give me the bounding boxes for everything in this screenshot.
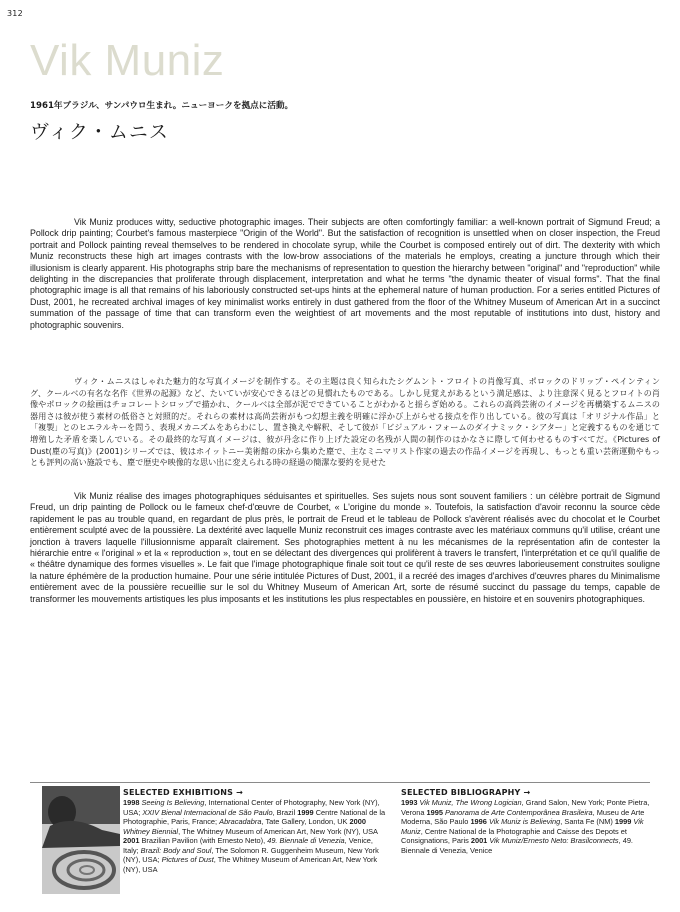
- exhibition-venue: , Brazil: [272, 807, 298, 817]
- bibliography-title: Vik Muniz, The Wrong Logician: [419, 798, 522, 807]
- body-text-french: Vik Muniz réalise des images photographiques séduisantes et spirituelles. Ses sujets nous sont souvent familiers : un célèbre portrait de Sigmund Freud, un drip painting de Pollock ou le fameux chef-d'œuvre de Courbet, « L'origine du monde ». Toutefois, la satisfaction d'avoir reconnu la source cède rapidement le pas au trouble quand, en regardant de plus près, le portrait de Freud et le tableau de Pollock s'avèrent réalisés avec du chocolat et le Courbet entièrement sculpté avec de la poussière. La dextérité avec laquelle Muniz reconstruit ces images contraste avec les matériaux communs qu'il utilise, créant une jonction à travers laquelle l'illusionnisme apparaît clairement. Ses photographies mettent à nu les mécanismes de la représentation afin de contester la hiérarchie entre « l'original » et la « reproduction », tout en se délectant des divergences qui prolifèrent à travers le transfert, l'interprétation et ce qu'il qualifie de « théâtre dynamique des formes visuelles ». Le fait que l'image photographique finale soit tout ce qu'il reste de ses œuvres laborieusement construites souligne la nature éphémère de la production humaine. Pour une série intitulée Pictures of Dust, 2001, il a recréé des images d'archives d'œuvres phares du Minimalisme entièrement avec de la poussière recueillie sur le sol du Whitney Museum of American Art, sorte de résumé succinct du passage du temps, capable de transformer les mouvements artistiques les plus imposants et les institutions les plus respectables en poussière, en histoire et en souvenirs photographiques.: [30, 491, 660, 604]
- exhibition-venue: , Tate Gallery, London, UK: [261, 817, 350, 826]
- exhibition-title: Whitney Biennial: [123, 826, 179, 836]
- bibliography-year: 1996: [470, 817, 489, 826]
- bibliography-title: Panorama de Arte Contemporânea Brasileira: [444, 807, 593, 817]
- exhibitions-title: SELECTED EXHIBITIONS →: [123, 788, 243, 797]
- exhibition-venue: , The Whitney Museum of American Art, New York (NY), USA: [178, 826, 378, 836]
- bibliography-year: 1995: [426, 807, 445, 817]
- bio-japanese: 1961年ブラジル、サンパウロ生まれ。ニューヨークを拠点に活動。: [30, 101, 294, 111]
- exhibition-year: 2000: [349, 817, 366, 826]
- bibliography-venue: , Grand Salon, New York; Ponte Pietra, Verona: [401, 798, 650, 817]
- exhibition-venue: Centre National de la Photographie, Paris, France;: [123, 807, 386, 826]
- exhibition-title: XXIV Bienal Internacional de São Paulo: [142, 807, 273, 817]
- exhibition-year: 1999: [297, 807, 316, 817]
- exhibitions-list: [123, 798, 389, 874]
- bibliography-title: Vik Muniz is Believing: [488, 817, 561, 826]
- exhibition-year: 1998: [123, 798, 142, 807]
- bibliography-venue: , Santa Fe (NM): [560, 817, 615, 826]
- section-divider: [30, 782, 650, 783]
- bibliography-venue: , Museu de Arte Moderna, São Paulo: [401, 807, 645, 826]
- bibliography-year: 2001: [470, 836, 490, 845]
- exhibition-title: Seeing Is Believing: [141, 798, 205, 807]
- bibliography-title: SELECTED BIBLIOGRAPHY →: [401, 788, 531, 797]
- artist-name-heading: Vik Muniz: [30, 36, 225, 85]
- selected-exhibitions: [123, 788, 389, 874]
- bibliography-venue: , Centre National de la Photographie and Caisse des Depots et Consignations, Paris: [401, 826, 627, 845]
- selected-bibliography: [401, 788, 659, 855]
- bibliography-venue: , 49. Biennale di Venezia, Venice: [401, 836, 633, 855]
- bibliography-title: Vik Muniz/Ernesto Neto: Brasilconnects: [489, 836, 619, 845]
- exhibition-title: Pictures of Dust: [161, 855, 214, 864]
- bibliography-title: Vik Muniz: [401, 817, 644, 836]
- exhibition-year: 2001: [123, 836, 142, 845]
- exhibition-venue: , The Solomon R. Guggenheim Museum, New York (NY), USA;: [123, 845, 379, 864]
- bibliography-list: [401, 798, 659, 855]
- body-text-japanese: ヴィク・ムニスはしゃれた魅力的な写真イメージを制作する。その主題は良く知られたシグムント・フロイトの肖像写真、ポロックのドリップ・ペインティング、クールベの有名な名作《世界の起源》など、たいていが安心できるほどの見慣れたものである。しかし見覚えがあるという満足感は、より注意深く見るとフロイトの肖像やポロックの絵画はチョコレートシロップで描かれ、クールベは全部が泥でできていることがわかると揺らぎ始める。これらの高尚芸術のイメージを再構築するムニスの器用さは彼が使う素材の低俗さと対照的だ。それらの素材は高尚芸術がもつ幻想主義を明確に浮かび上がらせる接点を作り出している。彼の写真は「オリジナル作品」と「複製」とのヒエラルキーを問う、表現メカニズムをあらわにし、置き換えや解釈、そして彼が「ビジュアル・フォームのダイナミック・シアター」と定義するものを通じて増殖した矛盾を楽しんでいる。その最終的な写真イメージは、彼が丹念に作り上げた設定の名残が人間の制作のはかなさに際して何わせるものすべてだ。《Pictures of Dust(塵の写真)》(2001)シリーズでは、彼はホイットニー美術館の床から集めた塵で、主なミニマリスト作家の過去の作品イメージを再現し、もっとも重い芸術運動やもっとも評判の高い施設でも、塵で歴史や映像的な思い出に変えられる時の経過の簡潔な要約を見せた: [30, 376, 660, 468]
- page-number: 312: [7, 9, 23, 18]
- exhibition-venue: , International Center of Photography, New York (NY), USA;: [123, 798, 380, 817]
- exhibition-venue: Brazilian Pavilion (with Ernesto Neto),: [141, 836, 268, 845]
- bibliography-year: 1999: [614, 817, 634, 826]
- artist-portrait-photo: [42, 786, 120, 894]
- exhibition-venue: , Venice, Italy;: [123, 836, 373, 855]
- bibliography-year: 1993: [401, 798, 420, 807]
- exhibition-title: Abracadabra: [219, 817, 262, 826]
- exhibition-title: 49. Biennale di Venezia: [267, 836, 345, 845]
- exhibition-title: Brazil: Body and Soul: [140, 845, 212, 855]
- exhibition-venue: , The Whitney Museum of American Art, New York (NY), USA: [123, 855, 378, 874]
- artist-name-japanese: ヴィク・ムニス: [30, 121, 169, 143]
- body-text-english: Vik Muniz produces witty, seductive photographic images. Their subjects are often comfortingly familiar: a well-known portrait of Sigmund Freud; a Pollock drip painting; Courbet's famous masterpiece "Origin of the World". But the satisfaction of recognition is unsettled when on closer inspection, the Freud portrait and Pollock painting reveal themselves to be rendered in chocolate syrup, while the Courbet is composed entirely out of dirt. The dexterity with which Muniz reconstructs these high art images contrasts with the low-brow associations of the materials he employs, creating a juncture through which their illusionism is clearly apparent. His photographs strip bare the mechanisms of representation to question the hierarchy between "original" and "reproduction" while delighting in the discrepancies that proliferate through displacement, interpretation and what he terms "the dynamic theater of visual forms". That the final photographic image is all that remains of his laboriously constructed set-ups hints at the ephemeral nature of human production. For a series entitled Pictures of Dust, 2001, he recreated archival images of key minimalist works entirely in dust gathered from the floor of the Whitney Museum of American Art in a succinct summation of the passage of time that can transform even the weightiest of art movements and the most reputable of institutions into dust, history and photographic souvenirs.: [30, 217, 660, 330]
